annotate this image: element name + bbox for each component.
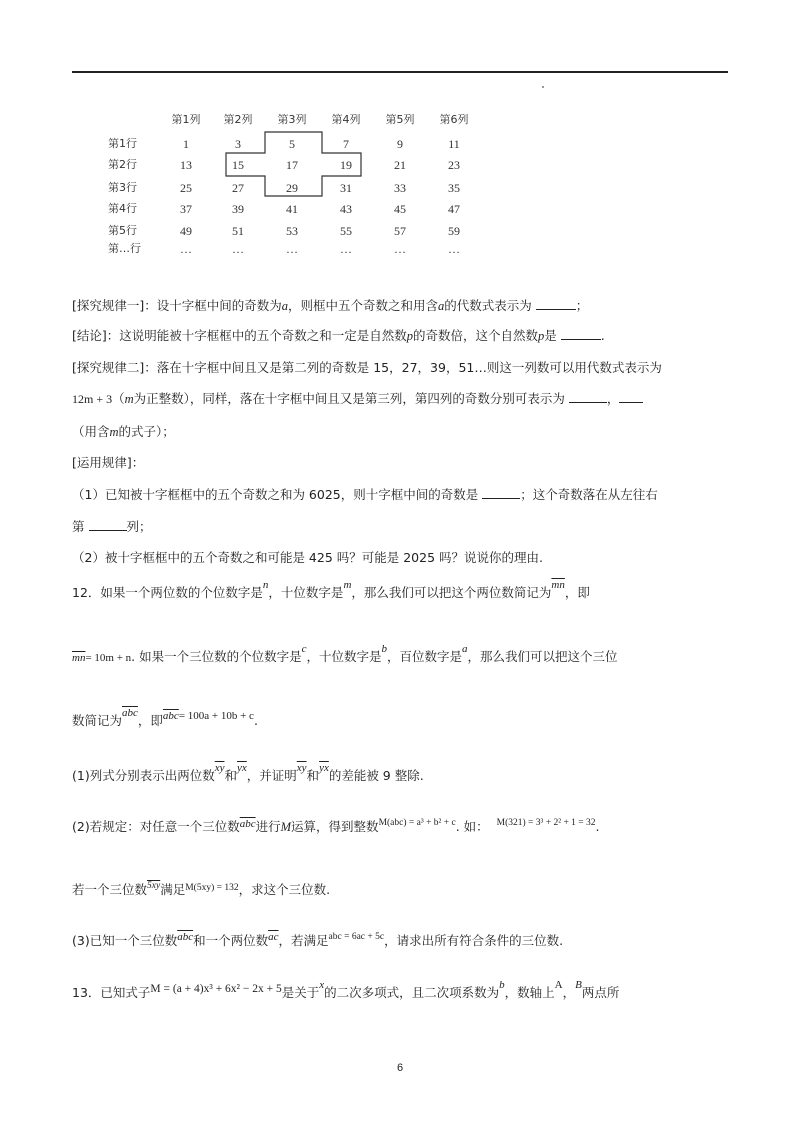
table-cell: 45: [394, 202, 406, 216]
apply-question-1: （1）已知被十字框框中的五个奇数之和为 6025，则十字框中间的奇数是 ；这个奇数落在从左往右: [72, 487, 658, 502]
table-cell: 53: [286, 224, 298, 238]
table-cell: 1: [183, 137, 189, 151]
table-cell: 43: [340, 202, 352, 216]
table-cell: 31: [340, 181, 352, 195]
row-label: 第…行: [108, 242, 141, 255]
explore-rule-one: [探究规律一]：设十字框中间的奇数为a，则框中五个奇数之和用含a的代数式表示为 ；: [72, 298, 589, 313]
question-12-part-2: (2)若规定：对任意一个三位数$\overline{abc}$进行M运算，得到整数$^{M(abc) = a^3 + b^2 + c}$. 如： $^{M(321) = 3^3 + 2^2 + 1 = 32}$.: [72, 818, 600, 834]
table-cell: 41: [286, 202, 298, 216]
table-cell: 7: [343, 137, 349, 151]
table-cell: 17: [286, 158, 298, 172]
table-cell: 9: [397, 137, 403, 151]
table-cell: 33: [394, 181, 406, 195]
table-cell: 11: [448, 137, 460, 151]
question-12-line2: $\overline{mn}= 10m + n$. 如果一个三位数的个位数字是c，十位数字是b，百位数字是a，那么我们可以把这个三位: [72, 643, 618, 664]
table-cell: …: [286, 242, 298, 256]
column-header: 第3列: [277, 113, 307, 126]
row-label: 第4行: [108, 202, 137, 215]
table-cell: …: [180, 242, 192, 256]
explore-rule-two-cont: 12m + 3（m为正整数），同样，落在十字框中间且又是第三列，第四列的奇数分别可表示为 ，: [72, 390, 643, 408]
table-cell: 39: [232, 202, 244, 216]
answer-blank[interactable]: [569, 390, 607, 403]
row-label: 第3行: [108, 181, 137, 194]
table-cell: 55: [340, 224, 352, 238]
table-cell: 35: [448, 181, 460, 195]
table-cell: …: [340, 242, 352, 256]
table-cell: …: [394, 242, 406, 256]
odd-number-table: [0, 0, 800, 270]
question-12-part-2-cont: 若一个三位数$^{5xy}$满足$^{M(5xy) = 132}$，求这个三位数.: [72, 881, 331, 897]
table-cell: 23: [448, 158, 460, 172]
apply-question-1-cont: 第 列；: [72, 519, 152, 534]
table-cell: 47: [448, 202, 460, 216]
column-header: 第1列: [171, 113, 201, 126]
table-cell: 25: [180, 181, 192, 195]
table-cell: …: [232, 242, 244, 256]
question-12-line3: 数简记为$\overline{abc}$，即$\overline{abc}= 100a + 10b + c$.: [72, 707, 258, 728]
question-12-line1: 12．如果一个两位数的个位数字是n，十位数字是m，那么我们可以把这个两位数简记为$\overline{mn}$，即: [72, 579, 590, 600]
table-cell: 5: [289, 137, 295, 151]
table-cell: 27: [232, 181, 244, 195]
conclusion: [结论]：这说明能被十字框框中的五个奇数之和一定是自然数p的奇数倍，这个自然数p是 .: [72, 328, 605, 343]
table-cell: 29: [286, 181, 298, 195]
answer-blank[interactable]: [619, 390, 643, 403]
question-12-part-1: (1)列式分别表示出两位数$\overline{xy}$和$\overline{yx}$，并证明$\overline{xy}$和$\overline{yx}$的差能被 9 整除.: [72, 762, 424, 783]
column-header: 第4列: [331, 113, 361, 126]
answer-blank[interactable]: [89, 518, 127, 531]
column-header: 第6列: [439, 113, 469, 126]
answer-blank[interactable]: [561, 327, 601, 340]
answer-blank[interactable]: [536, 297, 576, 310]
explore-rule-two: [探究规律二]：落在十字框中间且又是第二列的奇数是 15，27，39，51…则这一列数可以用代数式表示为: [72, 360, 662, 375]
page-number: 6: [396, 1062, 404, 1074]
table-cell: 37: [180, 202, 192, 216]
table-cell: …: [448, 242, 460, 256]
row-label: 第1行: [108, 137, 137, 150]
column-header: 第2列: [223, 113, 253, 126]
question-12-part-3: (3)已知一个三位数$\overline{abc}$和一个两位数$\overline{ac}$，若满足$^{abc = 6ac + 5c}$，请求出所有符合条件的三位数.: [72, 931, 564, 948]
question-13: 13．已知式子M = (a + 4)x³ + 6x² − 2x + 5是关于x的二次多项式，且二次项系数为b，数轴上A，B两点所: [72, 979, 620, 1000]
row-label: 第2行: [108, 158, 137, 171]
explore-rule-two-note: （用含m的式子）；: [72, 424, 175, 439]
table-cell: 59: [448, 224, 460, 238]
table-cell: 15: [232, 158, 244, 172]
apply-question-2: （2）被十字框框中的五个奇数之和可能是 425 吗？可能是 2025 吗？说说你的理由.: [72, 550, 543, 565]
table-cell: 57: [394, 224, 406, 238]
column-header: 第5列: [385, 113, 415, 126]
table-cell: 13: [180, 158, 192, 172]
table-cell: 19: [340, 158, 352, 172]
table-cell: 21: [394, 158, 406, 172]
table-cell: 49: [180, 224, 192, 238]
table-cell: 3: [235, 137, 241, 151]
table-cell: 51: [232, 224, 244, 238]
row-label: 第5行: [108, 224, 137, 237]
answer-blank[interactable]: [482, 486, 520, 499]
apply-rule-heading: [运用规律]：: [72, 455, 145, 470]
